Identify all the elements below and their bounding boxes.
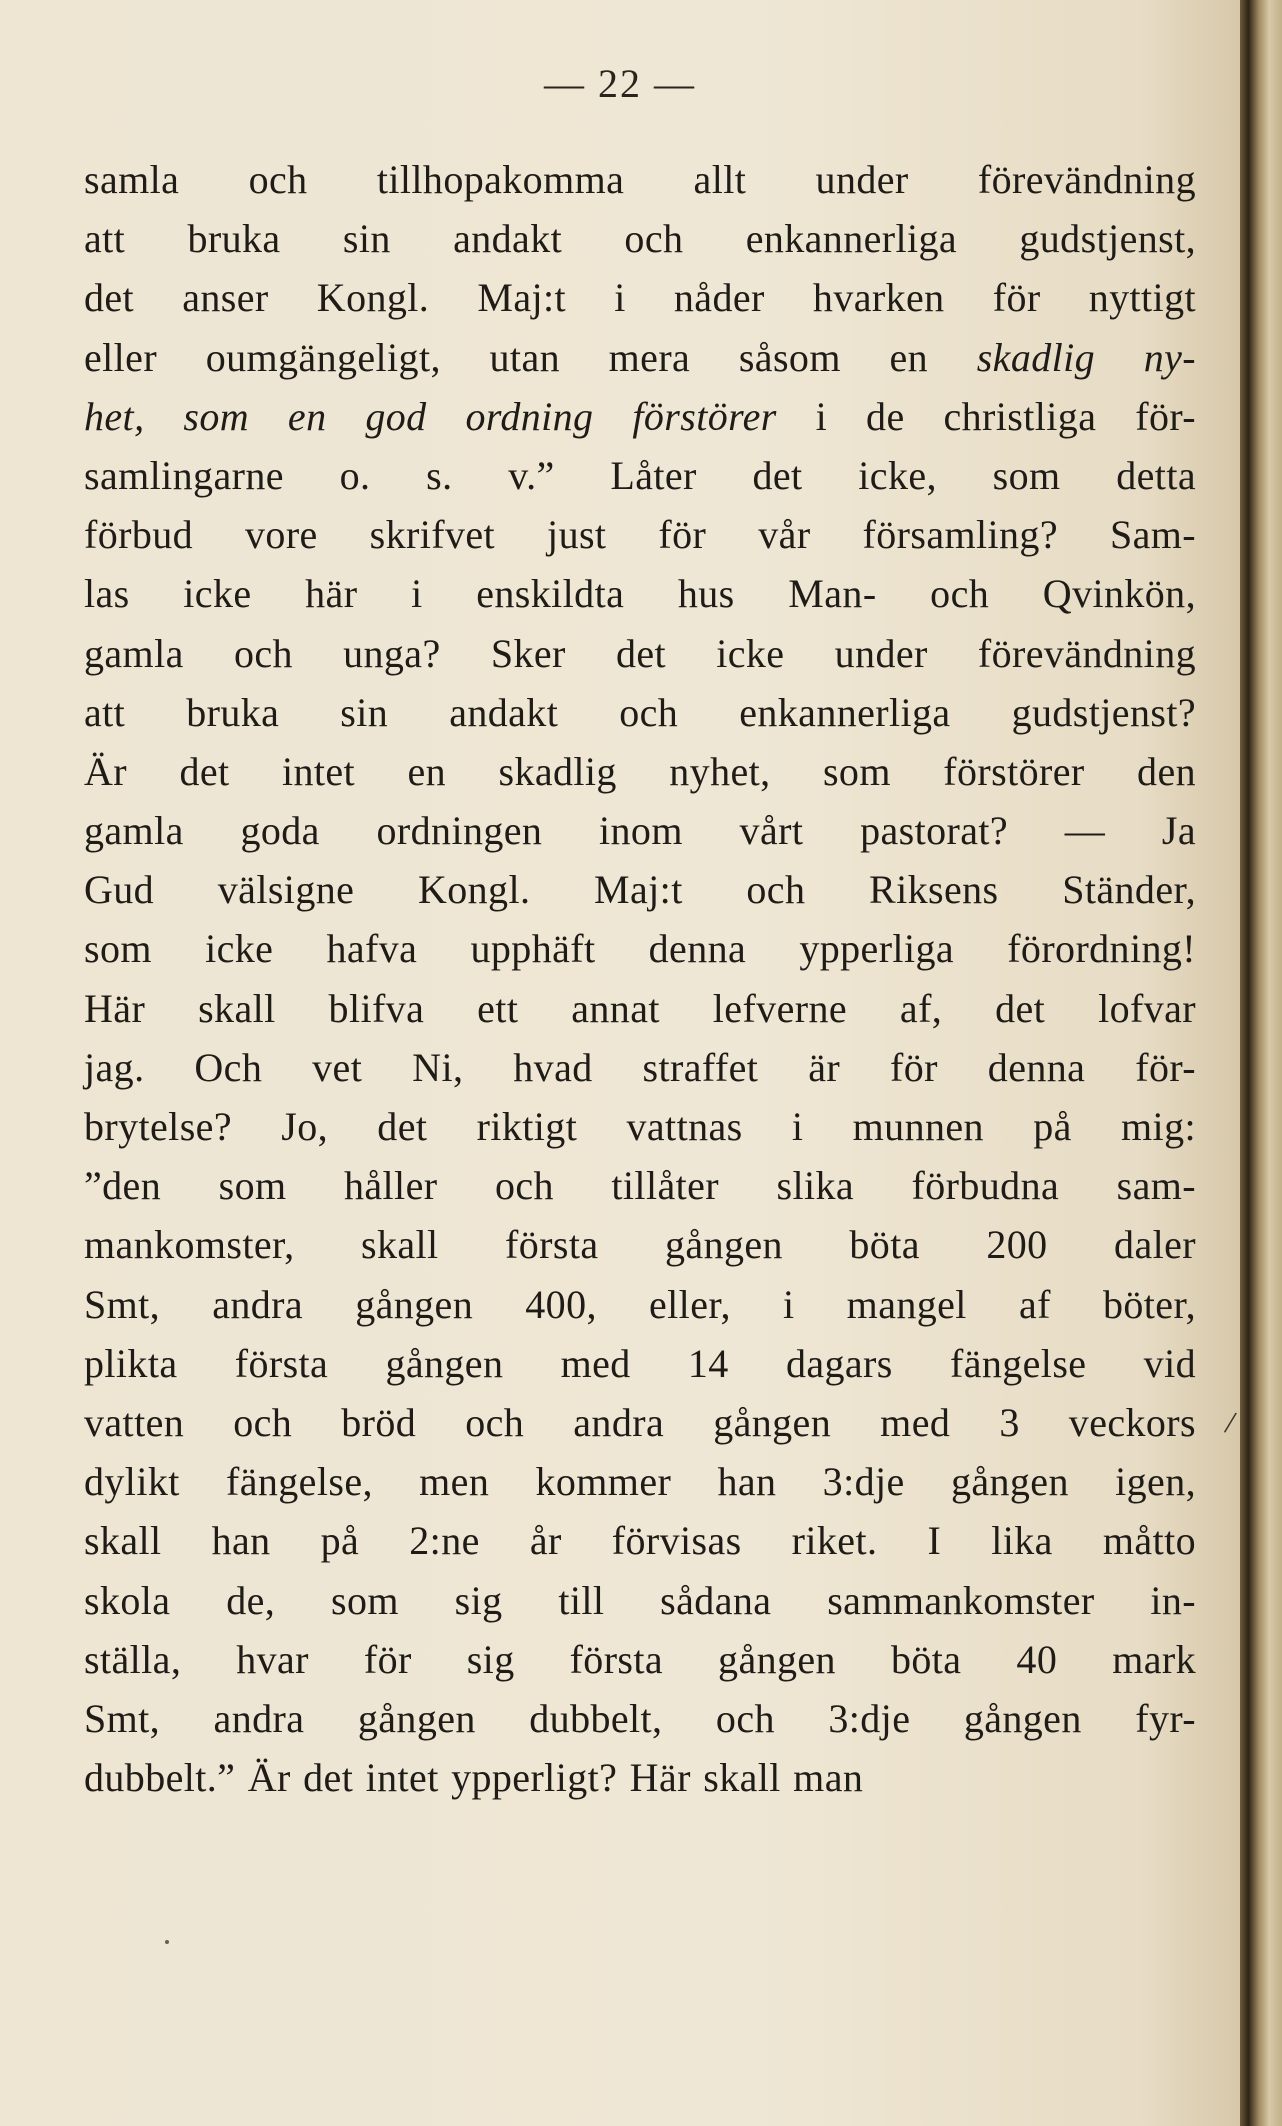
text-line: Smt, andra gången dubbelt, och 3:dje gången fyr- [84, 1695, 1196, 1741]
text-line: gamla och unga? Sker det icke under förevändning [84, 630, 1196, 676]
text-line: samla och tillhopakomma allt under förevändning [84, 157, 1196, 202]
body-text [84, 150, 1196, 1807]
margin-mark: / [1222, 1403, 1239, 1441]
text-line: mankomster, skall första gången böta 200 daler [84, 1222, 1196, 1268]
text-line: samlingarne o. s. v.” Låter det icke, som detta [84, 452, 1196, 498]
text-line: het, som en god ordning förstörer i de christliga för- [84, 393, 1197, 439]
text-line: las icke här i enskildta hus Man- och Qvinkön, [84, 571, 1196, 617]
text-line: att bruka sin andakt och enkannerliga gudstjenst, [84, 216, 1196, 262]
text-line: plikta första gången med 14 dagars fängelse vid [84, 1340, 1196, 1386]
text-line: skola de, som sig till sådana sammankomster in- [84, 1577, 1196, 1623]
text-line: ”den som håller och tillåter slika förbudna sam- [84, 1163, 1196, 1209]
text-line: skall han på 2:ne år förvisas riket. I lika måtto [84, 1518, 1196, 1564]
text-line: ställa, hvar för sig första gången böta 40 mark [84, 1636, 1196, 1682]
text-line: Gud välsigne Kongl. Maj:t och Riksens Ständer, [84, 867, 1196, 913]
book-edge [1240, 0, 1282, 2126]
text-line: brytelse? Jo, det riktigt vattnas i munnen på mig: [84, 1104, 1196, 1149]
text-line: Smt, andra gången 400, eller, i mangel af böter, [84, 1281, 1196, 1327]
text-line: förbud vore skrifvet just för vår församling? Sam- [84, 512, 1196, 558]
text-line: gamla goda ordningen inom vårt pastorat? — Ja [84, 808, 1196, 854]
text-line: som icke hafva upphäft denna ypperliga förordning! [84, 926, 1196, 972]
text-line: det anser Kongl. Maj:t i nåder hvarken för nyttigt [84, 275, 1196, 321]
text-line: jag. Och vet Ni, hvad straffet är för denna för- [84, 1044, 1196, 1090]
text-line: dubbelt.” Är det intet ypperligt? Här skall man [84, 1755, 864, 1801]
page-number: — 22 — [544, 61, 696, 106]
text-line: dylikt fängelse, men kommer han 3:dje gången igen, [84, 1459, 1196, 1505]
text-line: eller oumgängeligt, utan mera såsom en skadlig ny- [84, 334, 1196, 380]
italic-emphasis: het, som en god ordning förstörer [84, 393, 777, 439]
text-line: att bruka sin andakt och enkannerliga gudstjenst? [84, 689, 1196, 735]
text-line: Här skall blifva ett annat lefverne af, det lofvar [84, 985, 1196, 1031]
italic-emphasis: skadlig ny- [976, 334, 1196, 380]
text-line: Är det intet en skadlig nyhet, som förstörer den [84, 748, 1196, 794]
text-line: vatten och bröd och andra gången med 3 veckors [84, 1399, 1196, 1445]
ink-speck [165, 1940, 169, 1944]
